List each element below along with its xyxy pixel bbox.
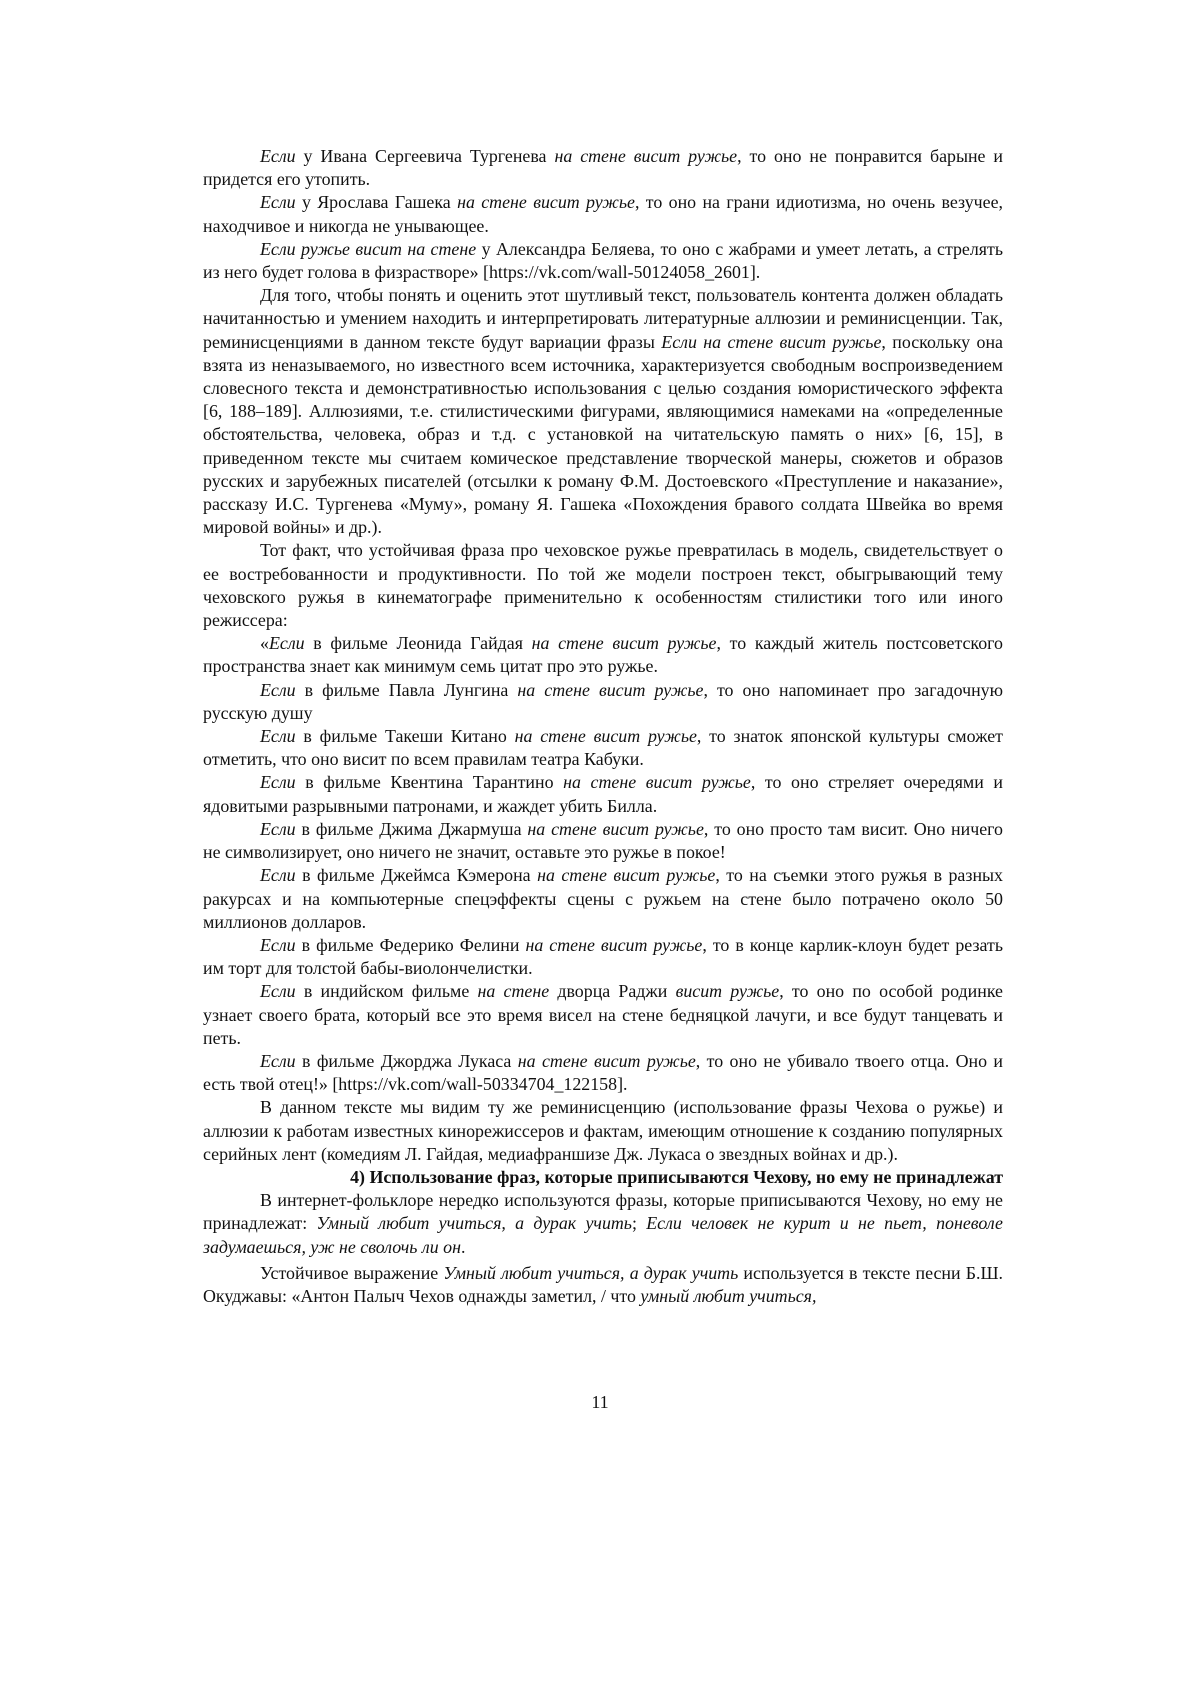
italic-text: на стене висит ружье bbox=[537, 865, 715, 885]
paragraph bbox=[203, 539, 1003, 632]
text-run: Устойчивое выражение bbox=[260, 1263, 443, 1283]
italic-text: Если на стене висит ружье bbox=[661, 332, 881, 352]
body-text bbox=[203, 145, 1003, 1308]
text-run: , то каждый житель постсоветского пространства знает как минимум семь цитат про это ружье. bbox=[203, 633, 1003, 676]
text-run: у Александра Беляева, то оно с жабрами и умеет летать, а стрелять из него будет голова в физрастворе» [https://vk.com/wall-50124058_2601]. bbox=[203, 239, 1003, 282]
italic-text: Если bbox=[260, 772, 296, 792]
text-run: , то знаток японской культуры сможет отметить, что оно висит по всем правилам театра Кабуки. bbox=[203, 726, 1003, 769]
italic-text: умный любит учиться, bbox=[640, 1286, 816, 1306]
text-run: у Ярослава Гашека bbox=[296, 192, 457, 212]
italic-text: на стене висит ружье bbox=[554, 146, 737, 166]
paragraph bbox=[203, 934, 1003, 980]
italic-text: Если bbox=[260, 192, 296, 212]
paragraph bbox=[203, 818, 1003, 864]
page-number: 11 bbox=[0, 1392, 1200, 1413]
text-run: В интернет-фольклоре нередко используются фразы, которые приписываются Чехову, но ему не принадлежат: bbox=[203, 1190, 1003, 1233]
italic-text: на стене висит ружье bbox=[525, 935, 702, 955]
text-run: в индийском фильме bbox=[296, 981, 478, 1001]
text-run: . bbox=[461, 1237, 465, 1257]
text-run: , то оно напоминает про загадочную русскую душу bbox=[203, 680, 1003, 723]
italic-text: Если bbox=[260, 935, 296, 955]
italic-text: Умный любит учиться, а дурак учить bbox=[317, 1213, 632, 1233]
italic-text: на стене висит ружье bbox=[457, 192, 635, 212]
italic-text: Если bbox=[260, 865, 296, 885]
text-run: ; bbox=[632, 1213, 646, 1233]
italic-text: Если bbox=[260, 726, 296, 746]
text-run: , то оно по особой родинке узнает своего брата, который все это время висел на стене бедняцкой лачуги, и все будут танцевать и петь. bbox=[203, 981, 1003, 1047]
paragraph bbox=[203, 1262, 1003, 1308]
text-run: , то оно просто там висит. Оно ничего не символизирует, оно ничего не значит, оставьте это ружье в покое! bbox=[203, 819, 1003, 862]
italic-text: на стене висит ружье bbox=[515, 726, 697, 746]
text-run: в фильме Леонида Гайдая bbox=[305, 633, 532, 653]
italic-text: на стене висит ружье bbox=[517, 680, 703, 700]
text-run: , то оно не убивало твоего отца. Оно и есть твой отец!» [https://vk.com/wall-50334704_122158]. bbox=[203, 1051, 1003, 1094]
paragraph bbox=[203, 864, 1003, 934]
italic-text: Если человек не курит и не пьет, поневоле задумаешься, уж не сволочь ли он bbox=[203, 1213, 1003, 1256]
text-run: у Ивана Сергеевича Тургенева bbox=[296, 146, 555, 166]
paragraph bbox=[203, 238, 1003, 284]
text-run: , поскольку она взята из неназываемого, но известного всем источника, характеризуется свободным воспроизведением словесного текста и демонстративностью использования с целью создания юмористического эффекта [6, 188–189]. Аллюзиями, т.е. стилистическими фигурами, являющимися намеками на «определенные обстоятельства, человека, образ и т.д. с установкой на читательскую память о них» [6, 15], в приведенном тексте мы считаем комическое представление творческой манеры, сюжетов и образов русских и зарубежных писателей (отсылки к роману Ф.М. Достоевского «Преступление и наказание», рассказу И.С. Тургенева «Муму», роману Я. Гашека «Похождения бравого солдата Швейка во время мировой войны» и др.). bbox=[203, 332, 1003, 538]
italic-text: Если ружье висит на стене bbox=[260, 239, 476, 259]
italic-text: на стене висит ружье bbox=[527, 819, 704, 839]
text-run: используется в тексте песни Б.Ш. Окуджавы: «Антон Палыч Чехов однажды заметил, / что bbox=[203, 1263, 1003, 1306]
italic-text: на стене висит ружье bbox=[518, 1051, 696, 1071]
text-run: в фильме Павла Лунгина bbox=[296, 680, 518, 700]
text-run: , то в конце карлик-клоун будет резать им торт для толстой бабы-виолончелистки. bbox=[203, 935, 1003, 978]
text-run: в фильме Такеши Китано bbox=[296, 726, 515, 746]
italic-text: Если bbox=[260, 680, 296, 700]
italic-text: на стене висит ружье bbox=[563, 772, 751, 792]
paragraph bbox=[203, 771, 1003, 817]
text-run: дворца Раджи bbox=[549, 981, 675, 1001]
paragraph bbox=[203, 679, 1003, 725]
section-heading bbox=[203, 1166, 1003, 1189]
paragraph bbox=[203, 632, 1003, 678]
text-run: В данном тексте мы видим ту же реминисценцию (использование фразы Чехова о ружье) и аллюзии к работам известных кинорежиссеров и фактам, имеющим отношение к созданию популярных серийных лент (комедиям Л. Гайдая, медиафраншизе Дж. Лукаса о звездных войнах и др.). bbox=[203, 1097, 1003, 1163]
text-run: 4) Использование фраз, которые приписываются Чехову, но ему не принадлежат bbox=[350, 1167, 1003, 1187]
text-run: , то на съемки этого ружья в разных ракурсах и на компьютерные спецэффекты сцены с ружьем на стене было потрачено около 50 миллионов долларов. bbox=[203, 865, 1003, 931]
text-run: в фильме Федерико Фелини bbox=[296, 935, 526, 955]
text-run: « bbox=[260, 633, 269, 653]
text-run: Для того, чтобы понять и оценить этот шутливый текст, пользователь контента должен обладать начитанностью и умением находить и интерпретировать литературные аллюзии и реминисценции. Так, реминисценциями в данном тексте будут вариации фразы bbox=[203, 285, 1003, 351]
italic-text: на стене висит ружье bbox=[532, 633, 717, 653]
paragraph bbox=[203, 980, 1003, 1050]
paragraph bbox=[203, 1050, 1003, 1096]
text-run: в фильме Джеймса Кэмерона bbox=[296, 865, 537, 885]
paragraph bbox=[203, 1189, 1003, 1259]
document-page bbox=[0, 0, 1200, 1697]
paragraph bbox=[203, 284, 1003, 539]
italic-text: Умный любит учиться, а дурак учить bbox=[443, 1263, 738, 1283]
italic-text: Если bbox=[260, 1051, 296, 1071]
italic-text: Если bbox=[260, 146, 296, 166]
text-run: , то оно не понравится барыне и придется его утопить. bbox=[203, 146, 1003, 189]
text-run: в фильме Джима Джармуша bbox=[296, 819, 528, 839]
italic-text: на стене bbox=[478, 981, 550, 1001]
text-run: , то оно стреляет очередями и ядовитыми разрывными патронами, и жаждет убить Билла. bbox=[203, 772, 1003, 815]
italic-text: Если bbox=[260, 981, 296, 1001]
paragraph bbox=[203, 725, 1003, 771]
text-run: в фильме Квентина Тарантино bbox=[296, 772, 564, 792]
italic-text: висит ружье bbox=[676, 981, 780, 1001]
paragraph bbox=[203, 145, 1003, 191]
italic-text: Если bbox=[269, 633, 305, 653]
italic-text: Если bbox=[260, 819, 296, 839]
text-run: , то оно на грани идиотизма, но очень везучее, находчивое и никогда не унывающее. bbox=[203, 192, 1003, 235]
paragraph bbox=[203, 191, 1003, 237]
text-run: Тот факт, что устойчивая фраза про чеховское ружье превратилась в модель, свидетельствует о ее востребованности и продуктивности. По той же модели построен текст, обыгрывающий тему чеховского ружья в кинематографе применительно к особенностям стилистики того или иного режиссера: bbox=[203, 540, 1003, 630]
text-run: в фильме Джорджа Лукаса bbox=[296, 1051, 518, 1071]
paragraph bbox=[203, 1096, 1003, 1166]
